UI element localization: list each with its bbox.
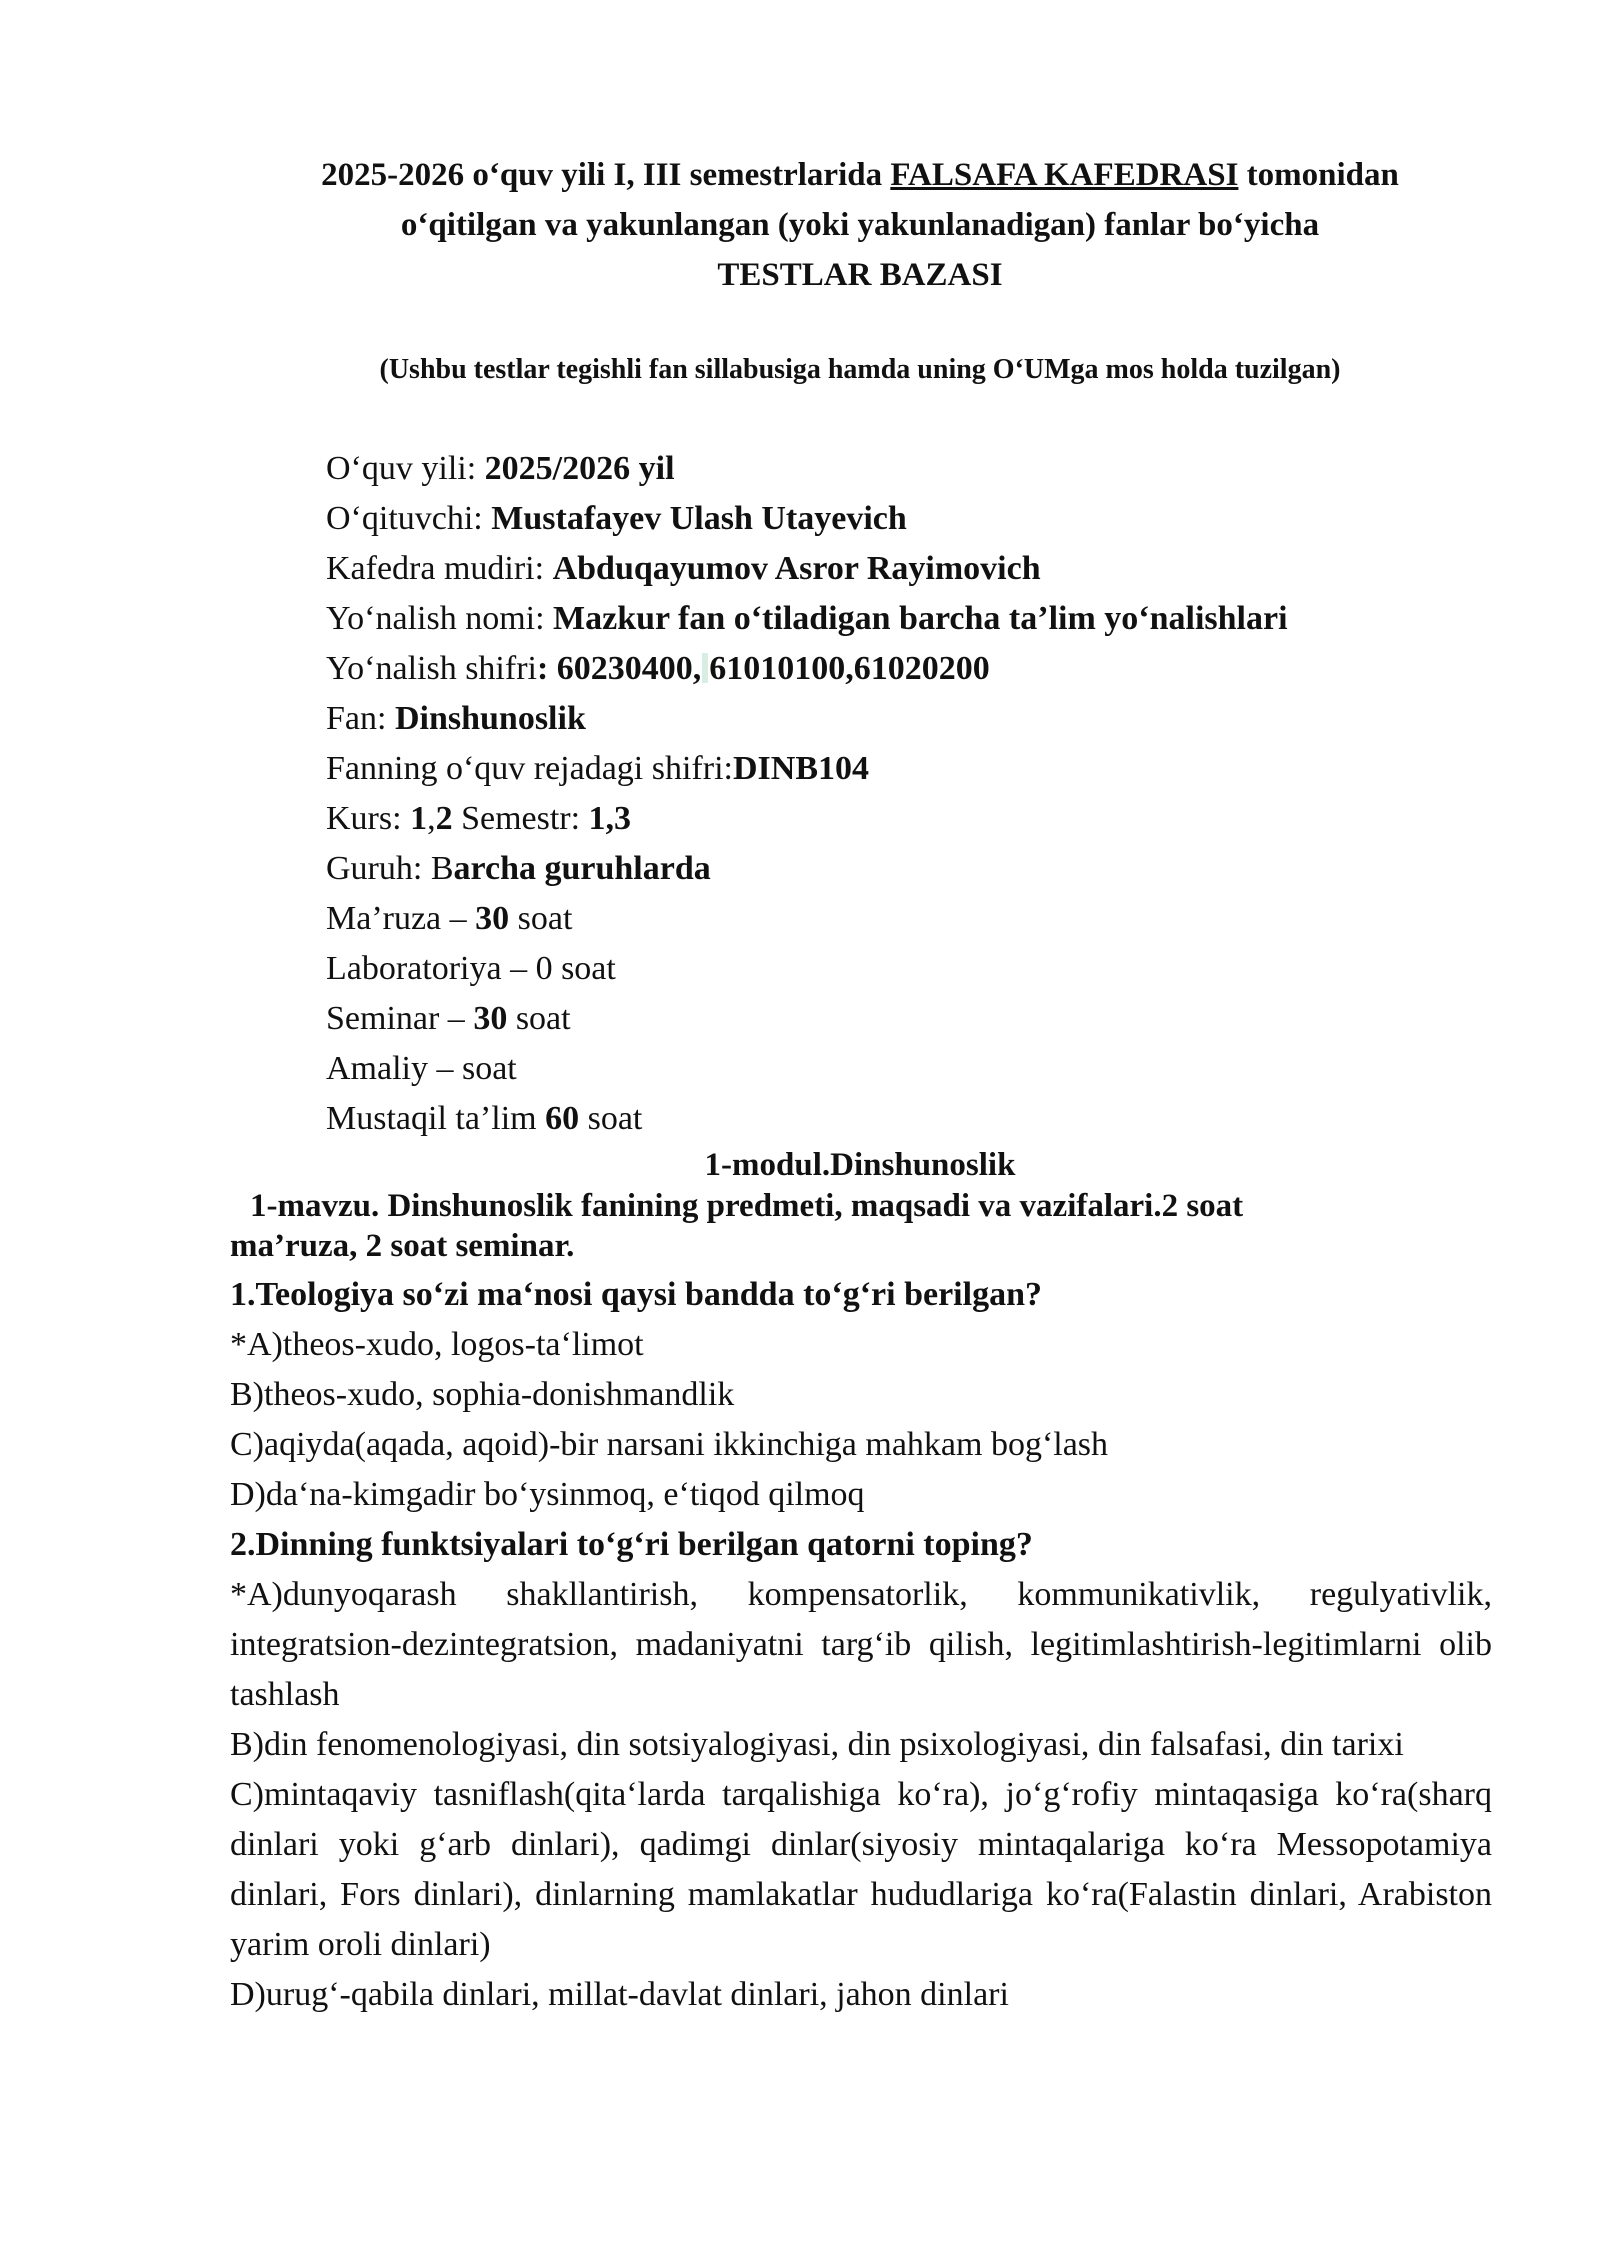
answer-option: C)aqiyda(aqada, aqoid)-bir narsani ikkinchiga mahkam bog‘lash: [230, 1426, 1109, 1463]
meta-direction-name: Yo‘nalish nomi: Mazkur fan o‘tiladigan barcha ta’lim yo‘nalishlari: [326, 600, 1288, 637]
meta-practical-hours: Amaliy – soat: [326, 1050, 517, 1087]
questions-list: [230, 1270, 1492, 2020]
meta-independent-hours: Mustaqil ta’lim 60 soat: [326, 1100, 643, 1137]
question-item: [230, 1270, 1492, 1520]
department-name: FALSAFA KAFEDRASI: [890, 157, 1239, 193]
text-cursor-mark: [702, 653, 708, 683]
answer-option: C)mintaqaviy tasniflash(qita‘larda tarqalishiga ko‘ra), jo‘g‘rofiy mintaqasiga ko‘ra(sharq dinlari yoki g‘arb dinlari), qadimgi dinlar(siyosiy mintaqalariga ko‘ra Messopotamiya dinlari, Fors dinlari), dinlarning mamlakatlar hududlariga ko‘ra(Falastin dinlari, Arabiston yarim oroli dinlari): [230, 1776, 1492, 1963]
topic-title: [230, 1186, 1490, 1266]
topic-line-1: 1-mavzu. Dinshunoslik fanining predmeti, maqsadi va vazifalari.2 soat: [250, 1188, 1244, 1224]
meta-course-semester: Kurs: 1,2 Semestr: 1,3: [326, 800, 632, 837]
document-note: (Ushbu testlar tegishli fan sillabusiga hamda uning O‘UMga mos holda tuzilgan): [379, 354, 1341, 385]
title-text: tomonidan: [1238, 157, 1399, 193]
meta-teacher: O‘qituvchi: Mustafayev Ulash Utayevich: [326, 500, 907, 537]
meta-department-head: Kafedra mudiri: Abduqayumov Asror Rayimovich: [326, 550, 1041, 587]
meta-direction-code: Yo‘nalish shifri: 60230400, 61010100,61020200: [326, 650, 990, 687]
module-title: 1-modul.Dinshunoslik: [704, 1147, 1016, 1183]
answer-option: B)din fenomenologiyasi, din sotsiyalogiyasi, din psixologiyasi, din falsafasi, din tarixi: [230, 1726, 1404, 1763]
course-metadata: [326, 444, 1288, 1144]
meta-year: O‘quv yili: 2025/2026 yil: [326, 450, 675, 487]
answer-option: D)da‘na-kimgadir bo‘ysinmoq, e‘tiqod qilmoq: [230, 1476, 865, 1513]
meta-lecture-hours: Ma’ruza – 30 soat: [326, 900, 573, 937]
document-title-line-1: [200, 150, 1520, 200]
meta-seminar-hours: Seminar – 30 soat: [326, 1000, 571, 1037]
meta-group: Guruh: Barcha guruhlarda: [326, 850, 711, 887]
question-item: [230, 1520, 1492, 2020]
topic-line-2: ma’ruza, 2 soat seminar.: [230, 1228, 575, 1264]
meta-subject: Fan: Dinshunoslik: [326, 700, 586, 737]
document-title-line-3: TESTLAR BAZASI: [717, 257, 1003, 293]
answer-option: *A)dunyoqarash shakllantirish, kompensatorlik, kommunikativlik, regulyativlik, integratsion-dezintegratsion, madaniyatni targ‘ib qilish, legitimlashtirish-legitimlarni olib tashlash: [230, 1576, 1492, 1713]
document-title-line-2: o‘qitilgan va yakunlangan (yoki yakunlanadigan) fanlar bo‘yicha: [400, 207, 1320, 243]
meta-plan-code: Fanning o‘quv rejadagi shifri:DINB104: [326, 750, 870, 787]
question-text: 2.Dinning funktsiyalari to‘g‘ri berilgan qatorni toping?: [230, 1526, 1033, 1563]
answer-option: *A)theos-xudo, logos-ta‘limot: [230, 1326, 644, 1363]
title-text: 2025-2026 o‘quv yili I, III semestrlarida: [321, 157, 891, 193]
answer-option: D)urug‘-qabila dinlari, millat-davlat dinlari, jahon dinlari: [230, 1976, 1009, 2013]
answer-option: B)theos-xudo, sophia-donishmandlik: [230, 1376, 735, 1413]
meta-lab-hours: Laboratoriya – 0 soat: [326, 950, 616, 987]
question-text: 1.Teologiya so‘zi ma‘nosi qaysi bandda to‘g‘ri berilgan?: [230, 1276, 1042, 1313]
